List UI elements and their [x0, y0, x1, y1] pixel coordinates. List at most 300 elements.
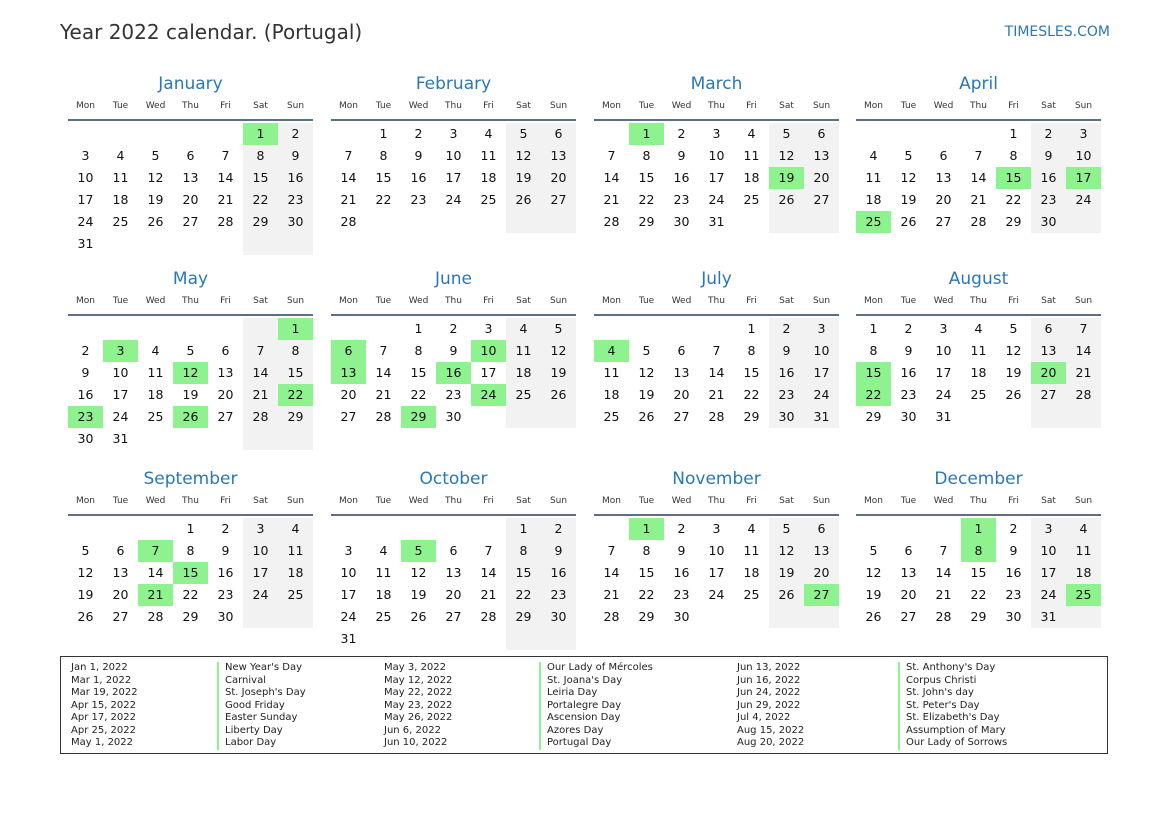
day-cell: 5	[769, 518, 804, 540]
day-cell: 11	[506, 340, 541, 362]
weekday-label: Sun	[286, 496, 305, 506]
day-cell: 23	[217, 587, 234, 602]
week-row	[856, 211, 1101, 233]
empty-day-cell	[278, 606, 313, 628]
holiday-day-cell: 1	[961, 518, 996, 540]
day-cell: 21	[603, 192, 620, 207]
day-cell: 2	[221, 521, 230, 536]
day-cell: 21	[708, 387, 725, 402]
day-cell: 6	[449, 543, 458, 558]
day-cell: 14	[603, 565, 620, 580]
day-cell: 4	[278, 518, 313, 540]
day-cell: 13	[935, 170, 952, 185]
day-cell: 5	[81, 543, 90, 558]
holiday-day-cell: 22	[856, 384, 891, 406]
day-cell: 16	[77, 387, 94, 402]
weekday-label: Fri	[1008, 496, 1019, 506]
holiday-day-cell: 8	[961, 540, 996, 562]
day-cell: 16	[673, 170, 690, 185]
weekday-label: Wed	[408, 101, 429, 111]
day-cell: 6	[677, 343, 686, 358]
week-row	[856, 562, 1101, 584]
day-cell: 11	[743, 148, 760, 163]
legend-holiday-name: Good Friday	[225, 699, 285, 711]
month-name: January	[158, 74, 223, 94]
legend-date: Jun 10, 2022	[384, 737, 448, 748]
month-december	[856, 467, 1101, 628]
day-cell: 18	[480, 170, 497, 185]
empty-day-cell	[1066, 406, 1101, 428]
weekday-label: Wed	[671, 496, 692, 506]
day-cell: 18	[865, 192, 882, 207]
empty-day-cell	[926, 518, 961, 540]
day-cell: 7	[939, 543, 948, 558]
day-cell: 28	[935, 609, 952, 624]
day-cell: 13	[182, 170, 199, 185]
month-february	[331, 72, 576, 233]
weekday-label: Fri	[483, 296, 494, 306]
weekday-label: Thu	[445, 101, 462, 111]
day-cell: 19	[900, 192, 917, 207]
header-divider	[856, 119, 1101, 121]
day-cell: 14	[217, 170, 234, 185]
week-row	[331, 628, 576, 650]
holiday-day-cell: 1	[278, 318, 313, 340]
header-divider	[856, 314, 1101, 316]
day-cell: 2	[1009, 521, 1018, 536]
empty-day-cell	[173, 428, 208, 450]
week-row	[594, 145, 839, 167]
day-cell: 9	[414, 148, 423, 163]
empty-day-cell	[996, 406, 1031, 428]
day-cell: 21	[603, 587, 620, 602]
empty-day-cell	[173, 318, 208, 340]
day-cell: 23	[541, 584, 576, 606]
holiday-day-cell: 16	[436, 362, 471, 384]
day-cell: 25	[743, 587, 760, 602]
day-cell: 15	[375, 170, 392, 185]
month-name: December	[934, 469, 1023, 489]
week-row	[856, 540, 1101, 562]
day-cell: 29	[970, 609, 987, 624]
day-cell: 30	[445, 409, 462, 424]
empty-day-cell	[103, 518, 138, 540]
weekday-label: Mon	[864, 101, 883, 111]
day-cell: 4	[379, 543, 388, 558]
week-row	[68, 189, 313, 211]
week-row	[331, 606, 576, 628]
holiday-day-cell: 25	[1066, 584, 1101, 606]
day-cell: 25	[603, 409, 620, 424]
day-cell: 19	[410, 587, 427, 602]
day-cell: 24	[445, 192, 462, 207]
day-cell: 19	[865, 587, 882, 602]
day-cell: 1	[414, 321, 423, 336]
empty-day-cell	[138, 233, 173, 255]
week-row	[68, 233, 313, 255]
day-cell: 22	[638, 192, 655, 207]
day-cell: 16	[1031, 167, 1066, 189]
weekday-label: Fri	[746, 101, 757, 111]
day-cell: 28	[970, 214, 987, 229]
header-divider	[331, 514, 576, 516]
header-divider	[856, 514, 1101, 516]
holiday-day-cell: 19	[769, 167, 804, 189]
legend-date: Jun 6, 2022	[384, 724, 441, 736]
day-cell: 22	[410, 387, 427, 402]
day-cell: 18	[506, 362, 541, 384]
week-row	[68, 518, 313, 540]
day-cell: 29	[1005, 214, 1022, 229]
empty-day-cell	[769, 606, 804, 628]
day-cell: 30	[278, 211, 313, 233]
day-cell: 4	[151, 343, 160, 358]
day-cell: 3	[243, 518, 278, 540]
empty-day-cell	[68, 123, 103, 145]
day-cell: 2	[414, 126, 423, 141]
day-cell: 2	[81, 343, 90, 358]
weekday-header	[68, 96, 313, 116]
week-row	[331, 540, 576, 562]
header-divider	[594, 514, 839, 516]
day-cell: 24	[804, 384, 839, 406]
week-row	[68, 384, 313, 406]
day-cell: 10	[445, 148, 462, 163]
day-cell: 4	[506, 318, 541, 340]
day-cell: 25	[375, 609, 392, 624]
day-cell: 23	[278, 189, 313, 211]
day-cell: 24	[77, 214, 94, 229]
day-cell: 21	[340, 192, 357, 207]
empty-day-cell	[331, 518, 366, 540]
day-cell: 29	[638, 609, 655, 624]
empty-day-cell	[103, 123, 138, 145]
day-cell: 27	[340, 409, 357, 424]
week-row	[594, 340, 839, 362]
weekday-label: Tue	[900, 296, 917, 306]
empty-day-cell	[278, 233, 313, 255]
empty-day-cell	[208, 318, 243, 340]
legend-date: Jan 1, 2022	[71, 662, 128, 673]
week-row	[68, 211, 313, 233]
day-cell: 10	[708, 148, 725, 163]
weekday-label: Sat	[253, 496, 268, 506]
weekday-label: Sat	[779, 496, 794, 506]
day-cell: 12	[147, 170, 164, 185]
month-may	[68, 267, 313, 450]
day-cell: 8	[186, 543, 195, 558]
weekday-label: Sun	[1074, 496, 1093, 506]
empty-day-cell	[594, 518, 629, 540]
week-row	[68, 362, 313, 384]
day-cell: 10	[243, 540, 278, 562]
day-cell: 6	[939, 148, 948, 163]
day-cell: 14	[243, 362, 278, 384]
day-cell: 16	[769, 362, 804, 384]
weekday-label: Thu	[708, 296, 725, 306]
holiday-day-cell: 3	[103, 340, 138, 362]
day-cell: 3	[804, 318, 839, 340]
day-cell: 17	[804, 362, 839, 384]
week-row	[68, 428, 313, 450]
day-cell: 18	[603, 387, 620, 402]
holiday-day-cell: 29	[401, 406, 436, 428]
day-cell: 4	[974, 321, 983, 336]
day-cell: 11	[865, 170, 882, 185]
weekday-label: Mon	[864, 296, 883, 306]
legend-holiday-name: Easter Sunday	[225, 712, 298, 723]
empty-day-cell	[541, 211, 576, 233]
month-october	[331, 467, 576, 650]
empty-day-cell	[891, 518, 926, 540]
day-cell: 16	[410, 170, 427, 185]
week-row	[594, 584, 839, 606]
day-cell: 26	[1005, 387, 1022, 402]
day-cell: 3	[81, 148, 90, 163]
weekday-header	[68, 291, 313, 311]
day-cell: 1	[379, 126, 388, 141]
month-name: May	[172, 269, 209, 289]
weekday-label: Thu	[708, 496, 725, 506]
day-cell: 28	[375, 409, 392, 424]
day-cell: 4	[484, 126, 493, 141]
month-november	[594, 467, 839, 628]
holiday-day-cell: 24	[471, 384, 506, 406]
day-cell: 22	[375, 192, 392, 207]
weekday-label: Thu	[970, 101, 987, 111]
month-january	[68, 72, 313, 255]
day-cell: 28	[243, 406, 278, 428]
day-cell: 30	[1031, 211, 1066, 233]
weekday-header	[856, 291, 1101, 311]
month-name: August	[948, 269, 1009, 289]
legend-holiday-name: St. Peter's Day	[906, 699, 980, 711]
week-row	[856, 406, 1101, 428]
empty-day-cell	[366, 211, 401, 233]
legend-date: Mar 19, 2022	[71, 687, 138, 698]
day-cell: 13	[217, 365, 234, 380]
day-cell: 28	[1066, 384, 1101, 406]
holiday-day-cell: 15	[996, 167, 1031, 189]
day-cell: 11	[1066, 540, 1101, 562]
header-divider	[331, 314, 576, 316]
day-cell: 6	[1031, 318, 1066, 340]
weekday-label: Sat	[516, 296, 531, 306]
day-cell: 24	[708, 192, 725, 207]
weekday-label: Thu	[445, 496, 462, 506]
day-cell: 31	[804, 406, 839, 428]
day-cell: 12	[410, 565, 427, 580]
day-cell: 6	[221, 343, 230, 358]
empty-day-cell	[1066, 211, 1101, 233]
empty-day-cell	[541, 628, 576, 650]
day-cell: 3	[484, 321, 493, 336]
week-row	[68, 584, 313, 606]
day-cell: 10	[1066, 145, 1101, 167]
day-cell: 25	[506, 384, 541, 406]
weekday-label: Tue	[375, 296, 392, 306]
weekday-header	[331, 96, 576, 116]
legend-names-col-3	[906, 662, 1007, 750]
day-cell: 4	[1066, 518, 1101, 540]
week-row	[594, 518, 839, 540]
day-cell: 23	[410, 192, 427, 207]
site-link[interactable]: TIMESLES.COM	[1004, 24, 1110, 40]
day-cell: 31	[935, 409, 952, 424]
weekday-label: Wed	[933, 296, 954, 306]
day-cell: 25	[112, 214, 129, 229]
day-cell: 21	[243, 384, 278, 406]
day-cell: 26	[77, 609, 94, 624]
weekday-label: Mon	[602, 296, 621, 306]
empty-day-cell	[366, 318, 401, 340]
empty-day-cell	[138, 123, 173, 145]
legend-date: Jun 13, 2022	[737, 662, 801, 673]
day-cell: 18	[375, 587, 392, 602]
day-cell: 1	[506, 518, 541, 540]
holiday-day-cell: 13	[331, 362, 366, 384]
holiday-day-cell: 25	[856, 211, 891, 233]
day-cell: 5	[642, 343, 651, 358]
holiday-day-cell: 23	[68, 406, 103, 428]
day-cell: 14	[970, 170, 987, 185]
empty-day-cell	[366, 628, 401, 650]
day-cell: 15	[278, 362, 313, 384]
day-cell: 5	[506, 123, 541, 145]
week-row	[331, 340, 576, 362]
day-cell: 20	[340, 387, 357, 402]
holiday-day-cell: 6	[331, 340, 366, 362]
day-cell: 12	[506, 145, 541, 167]
empty-day-cell	[366, 518, 401, 540]
week-row	[68, 318, 313, 340]
day-cell: 21	[480, 587, 497, 602]
day-cell: 10	[1031, 540, 1066, 562]
legend-date: May 3, 2022	[384, 662, 447, 673]
empty-day-cell	[471, 406, 506, 428]
day-cell: 1	[747, 321, 756, 336]
legend-names-col-2	[547, 662, 653, 750]
day-cell: 5	[904, 148, 913, 163]
week-row	[856, 318, 1101, 340]
day-cell: 11	[112, 170, 129, 185]
legend-separator	[217, 662, 219, 750]
week-row	[594, 211, 839, 233]
empty-day-cell	[856, 518, 891, 540]
day-cell: 29	[865, 409, 882, 424]
day-cell: 2	[1031, 123, 1066, 145]
weekday-label: Fri	[220, 496, 231, 506]
day-cell: 25	[480, 192, 497, 207]
week-row	[856, 606, 1101, 628]
day-cell: 8	[278, 340, 313, 362]
weekday-label: Thu	[182, 101, 199, 111]
day-cell: 11	[278, 540, 313, 562]
week-row	[594, 123, 839, 145]
week-row	[594, 562, 839, 584]
day-cell: 12	[769, 540, 804, 562]
empty-day-cell	[891, 123, 926, 145]
day-cell: 26	[541, 384, 576, 406]
weekday-label: Tue	[900, 101, 917, 111]
legend-holiday-name: Portalegre Day	[547, 699, 622, 711]
day-cell: 23	[769, 384, 804, 406]
day-cell: 14	[340, 170, 357, 185]
holiday-day-cell: 17	[1066, 167, 1101, 189]
day-cell: 17	[445, 170, 462, 185]
day-cell: 13	[445, 565, 462, 580]
weekday-label: Sat	[779, 101, 794, 111]
day-cell: 26	[410, 609, 427, 624]
empty-day-cell	[68, 518, 103, 540]
day-cell: 2	[449, 321, 458, 336]
empty-day-cell	[138, 318, 173, 340]
weekday-label: Thu	[182, 296, 199, 306]
holiday-day-cell: 15	[856, 362, 891, 384]
holiday-day-cell: 27	[804, 584, 839, 606]
day-cell: 7	[221, 148, 230, 163]
empty-day-cell	[506, 211, 541, 233]
day-cell: 14	[935, 565, 952, 580]
empty-day-cell	[594, 123, 629, 145]
legend-dates-col-1	[71, 662, 138, 750]
day-cell: 27	[935, 214, 952, 229]
weekday-label: Sun	[812, 101, 831, 111]
day-cell: 7	[607, 543, 616, 558]
day-cell: 25	[147, 409, 164, 424]
week-row	[331, 145, 576, 167]
holiday-day-cell: 1	[629, 123, 664, 145]
empty-day-cell	[208, 123, 243, 145]
legend-separator	[539, 662, 541, 750]
day-cell: 22	[506, 584, 541, 606]
weekday-label: Mon	[602, 496, 621, 506]
empty-day-cell	[804, 606, 839, 628]
legend-holiday-name: St. Joana's Day	[547, 674, 623, 686]
week-row	[856, 145, 1101, 167]
day-cell: 12	[865, 565, 882, 580]
day-cell: 7	[712, 343, 721, 358]
weekday-label: Tue	[375, 101, 392, 111]
weekday-label: Wed	[145, 496, 166, 506]
week-row	[594, 540, 839, 562]
day-cell: 15	[506, 562, 541, 584]
empty-day-cell	[401, 628, 436, 650]
day-cell: 16	[278, 167, 313, 189]
weekday-label: Sat	[516, 101, 531, 111]
legend-date: May 22, 2022	[384, 687, 453, 698]
day-cell: 30	[1005, 609, 1022, 624]
day-cell: 31	[340, 631, 357, 646]
legend-holiday-name: Portugal Day	[547, 737, 612, 748]
week-row	[594, 167, 839, 189]
empty-day-cell	[1066, 606, 1101, 628]
weekday-label: Mon	[339, 496, 358, 506]
legend-holiday-name: Leiria Day	[547, 687, 598, 698]
header-divider	[68, 514, 313, 516]
day-cell: 29	[638, 214, 655, 229]
weekday-label: Sun	[812, 296, 831, 306]
weekday-header	[331, 291, 576, 311]
legend-date: Jun 29, 2022	[737, 699, 801, 711]
week-row	[331, 384, 576, 406]
week-row	[856, 123, 1101, 145]
day-cell: 27	[112, 609, 129, 624]
day-cell: 21	[217, 192, 234, 207]
weekday-label: Fri	[220, 101, 231, 111]
day-cell: 8	[869, 343, 878, 358]
day-cell: 27	[445, 609, 462, 624]
